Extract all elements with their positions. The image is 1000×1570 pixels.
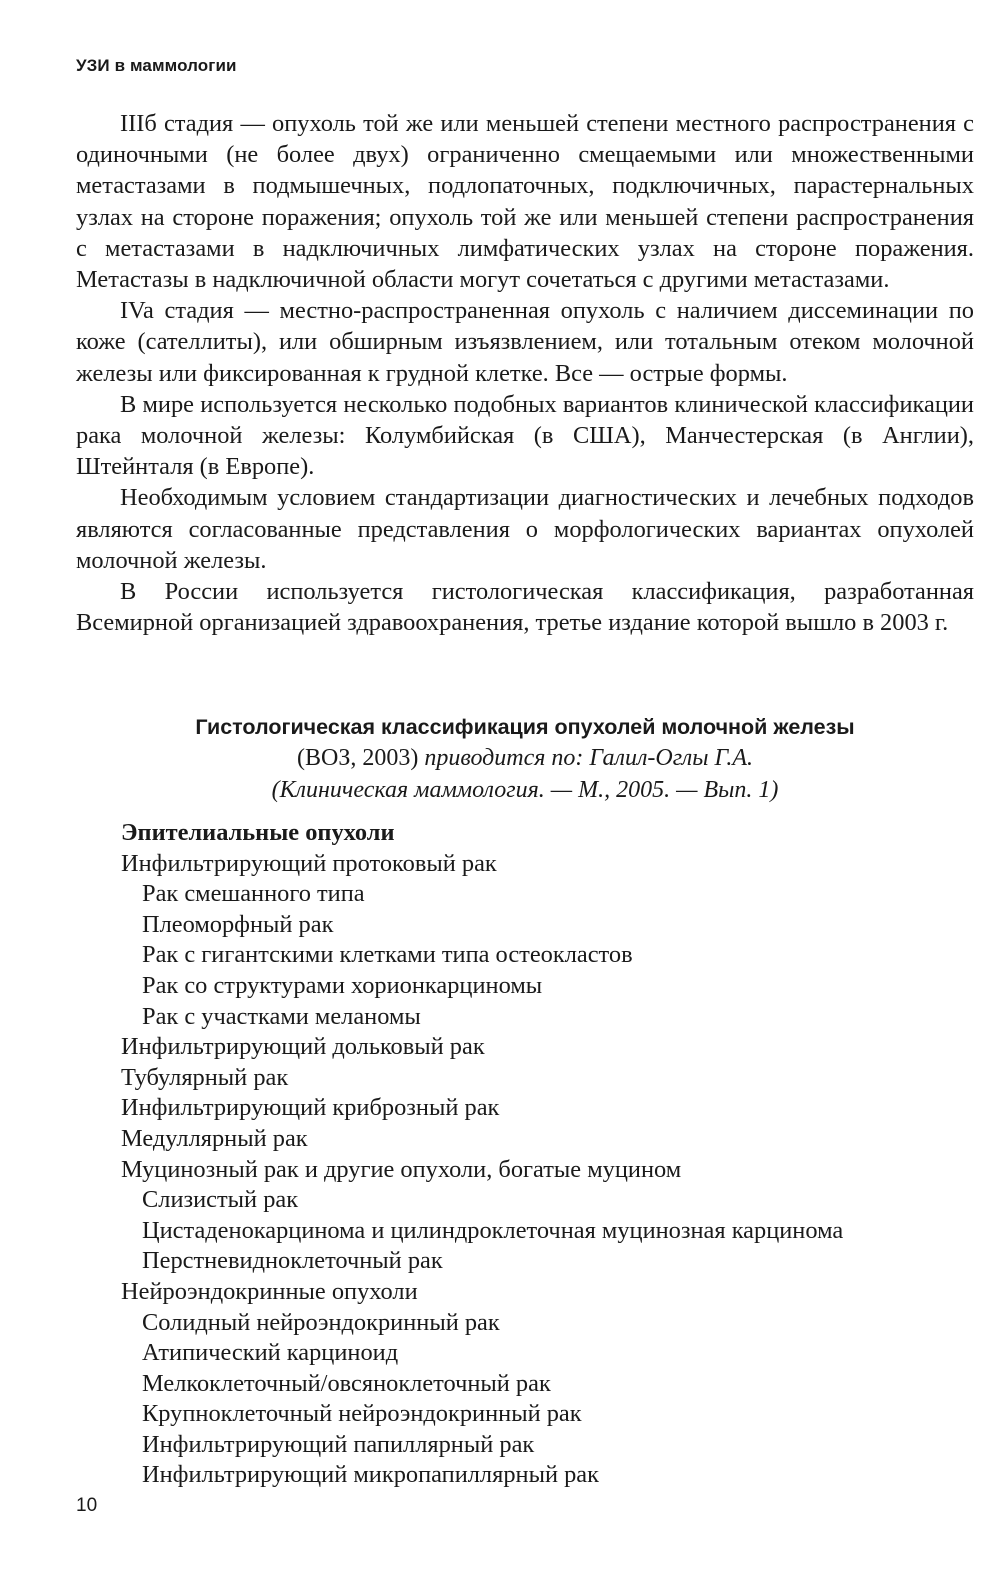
list-item: Рак с гигантскими клетками типа остеокластов <box>142 941 633 969</box>
list-item: Плеоморфный рак <box>142 910 334 938</box>
reference-text: (Клиническая маммология. — М., 2005. — Вып. 1) <box>271 777 779 803</box>
list-item: Инфильтрирующий дольковый рак <box>121 1033 485 1061</box>
running-header: УЗИ в маммологии <box>76 56 237 75</box>
list-item: Солидный нейроэндокринный рак <box>142 1308 500 1336</box>
list-items <box>121 849 981 1491</box>
list-item: Рак смешанного типа <box>142 880 365 908</box>
paragraph-stage-4a: IVa стадия — местно-распространенная опухоль с наличием диссеминации по коже (сателлиты), или обширным изъязвлением, или тотальным отеком молочной железы или фиксированная к грудной клетке. Все — острые формы. <box>76 297 974 387</box>
list-item: Цистаденокарцинома и цилиндроклеточная муцинозная карцинома <box>142 1216 844 1244</box>
list-item: Инфильтрирующий папиллярный рак <box>142 1430 535 1458</box>
section-title: Эпителиальные опухоли <box>121 819 395 846</box>
source-italic: приводится по: Галил-Оглы Г.А. <box>424 745 753 771</box>
list-item: Рак со структурами хорионкарциномы <box>142 971 543 999</box>
paragraph-world-variants: В мире используется несколько подобных вариантов клинической классификации рака молочной железы: Колумбийская (в США), Манчестерская (в Англии), Штейнталя (в Европе). <box>76 390 974 481</box>
paragraph-stage-3b: IIIб стадия — опухоль той же или меньшей степени местного распространения с одиночными (не более двух) ограниченно смещаемыми или множественными метастазами в подмышечных, подлопаточных, подключичных, парастернальных узлах на стороне поражения; опухоль той же или меньшей степени распространения с метастазами в надключичных лимфатических узлах на стороне поражения. Метастазы в надключичной области могут сочетаться с другими метастазами. <box>76 110 974 294</box>
page-number: 10 <box>76 1495 98 1516</box>
list-item: Медуллярный рак <box>121 1124 308 1152</box>
list-item: Инфильтрирующий микропапиллярный рак <box>142 1461 599 1489</box>
list-item: Тубулярный рак <box>121 1063 289 1091</box>
list-item: Атипический карциноид <box>142 1339 399 1367</box>
list-item: Нейроэндокринные опухоли <box>121 1277 418 1305</box>
list-item: Рак с участками меланомы <box>142 1002 421 1030</box>
paragraph-standardization: Необходимым условием стандартизации диагностических и лечебных подходов являются согласованные представления о морфологических вариантах опухолей молочной железы. <box>76 484 974 574</box>
classification-source <box>76 742 974 774</box>
source-plain: (ВОЗ, 2003) <box>297 745 419 771</box>
list-item: Слизистый рак <box>142 1186 299 1214</box>
list-item: Мелкоклеточный/овсяноклеточный рак <box>142 1369 551 1397</box>
classification-reference <box>76 774 974 806</box>
paragraph-russia-who: В России используется гистологическая классификация, разработанная Всемирной организацией здравоохранения, третье издание которой вышло в 2003 г. <box>76 578 974 637</box>
list-item: Инфильтрирующий протоковый рак <box>121 849 497 877</box>
body-text <box>76 108 974 638</box>
classification-heading <box>76 712 974 806</box>
list-item: Перстневидноклеточный рак <box>142 1247 443 1275</box>
list-item: Инфильтрирующий криброзный рак <box>121 1094 500 1122</box>
list-item: Муцинозный рак и другие опухоли, богатые муцином <box>121 1155 682 1183</box>
classification-title: Гистологическая классификация опухолей молочной железы <box>195 715 855 739</box>
tumor-classification-list <box>121 818 981 1491</box>
list-item: Крупноклеточный нейроэндокринный рак <box>142 1400 582 1428</box>
